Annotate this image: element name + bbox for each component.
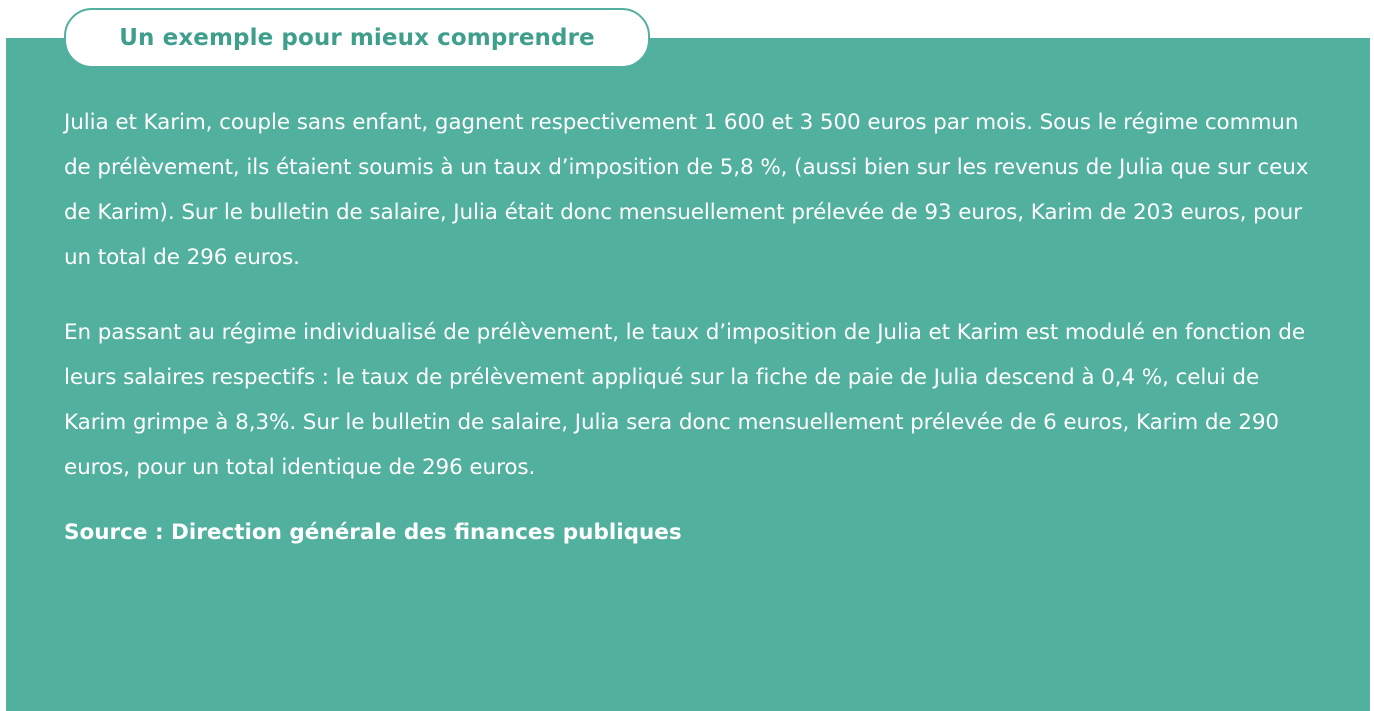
source-credit: Source : Direction générale des finances publiques <box>64 520 682 545</box>
example-paragraph-1: Julia et Karim, couple sans enfant, gagnent respectivement 1 600 et 3 500 euros par mois. Sous le régime commun de prélèvement, ils étaient soumis à un taux d’imposition de 5,8 %, (aussi bien sur les revenus de Julia que sur ceux de Karim). Sur le bulletin de salaire, Julia était donc mensuellement prélevée de 93 euros, Karim de 203 euros, pour un total de 296 euros. <box>64 110 1309 270</box>
example-paragraph-2: En passant au régime individualisé de prélèvement, le taux d’imposition de Julia et Karim est modulé en fonction de leurs salaires respectifs : le taux de prélèvement appliqué sur la fiche de paie de Julia descend à 0,4 %, celui de Karim grimpe à 8,3%. Sur le bulletin de salaire, Julia sera donc mensuellement prélevée de 6 euros, Karim de 290 euros, pour un total identique de 296 euros. <box>64 320 1305 480</box>
example-box-title: Un exemple pour mieux comprendre <box>119 25 595 51</box>
example-box-tab <box>64 8 650 68</box>
example-box-content <box>64 100 1314 555</box>
